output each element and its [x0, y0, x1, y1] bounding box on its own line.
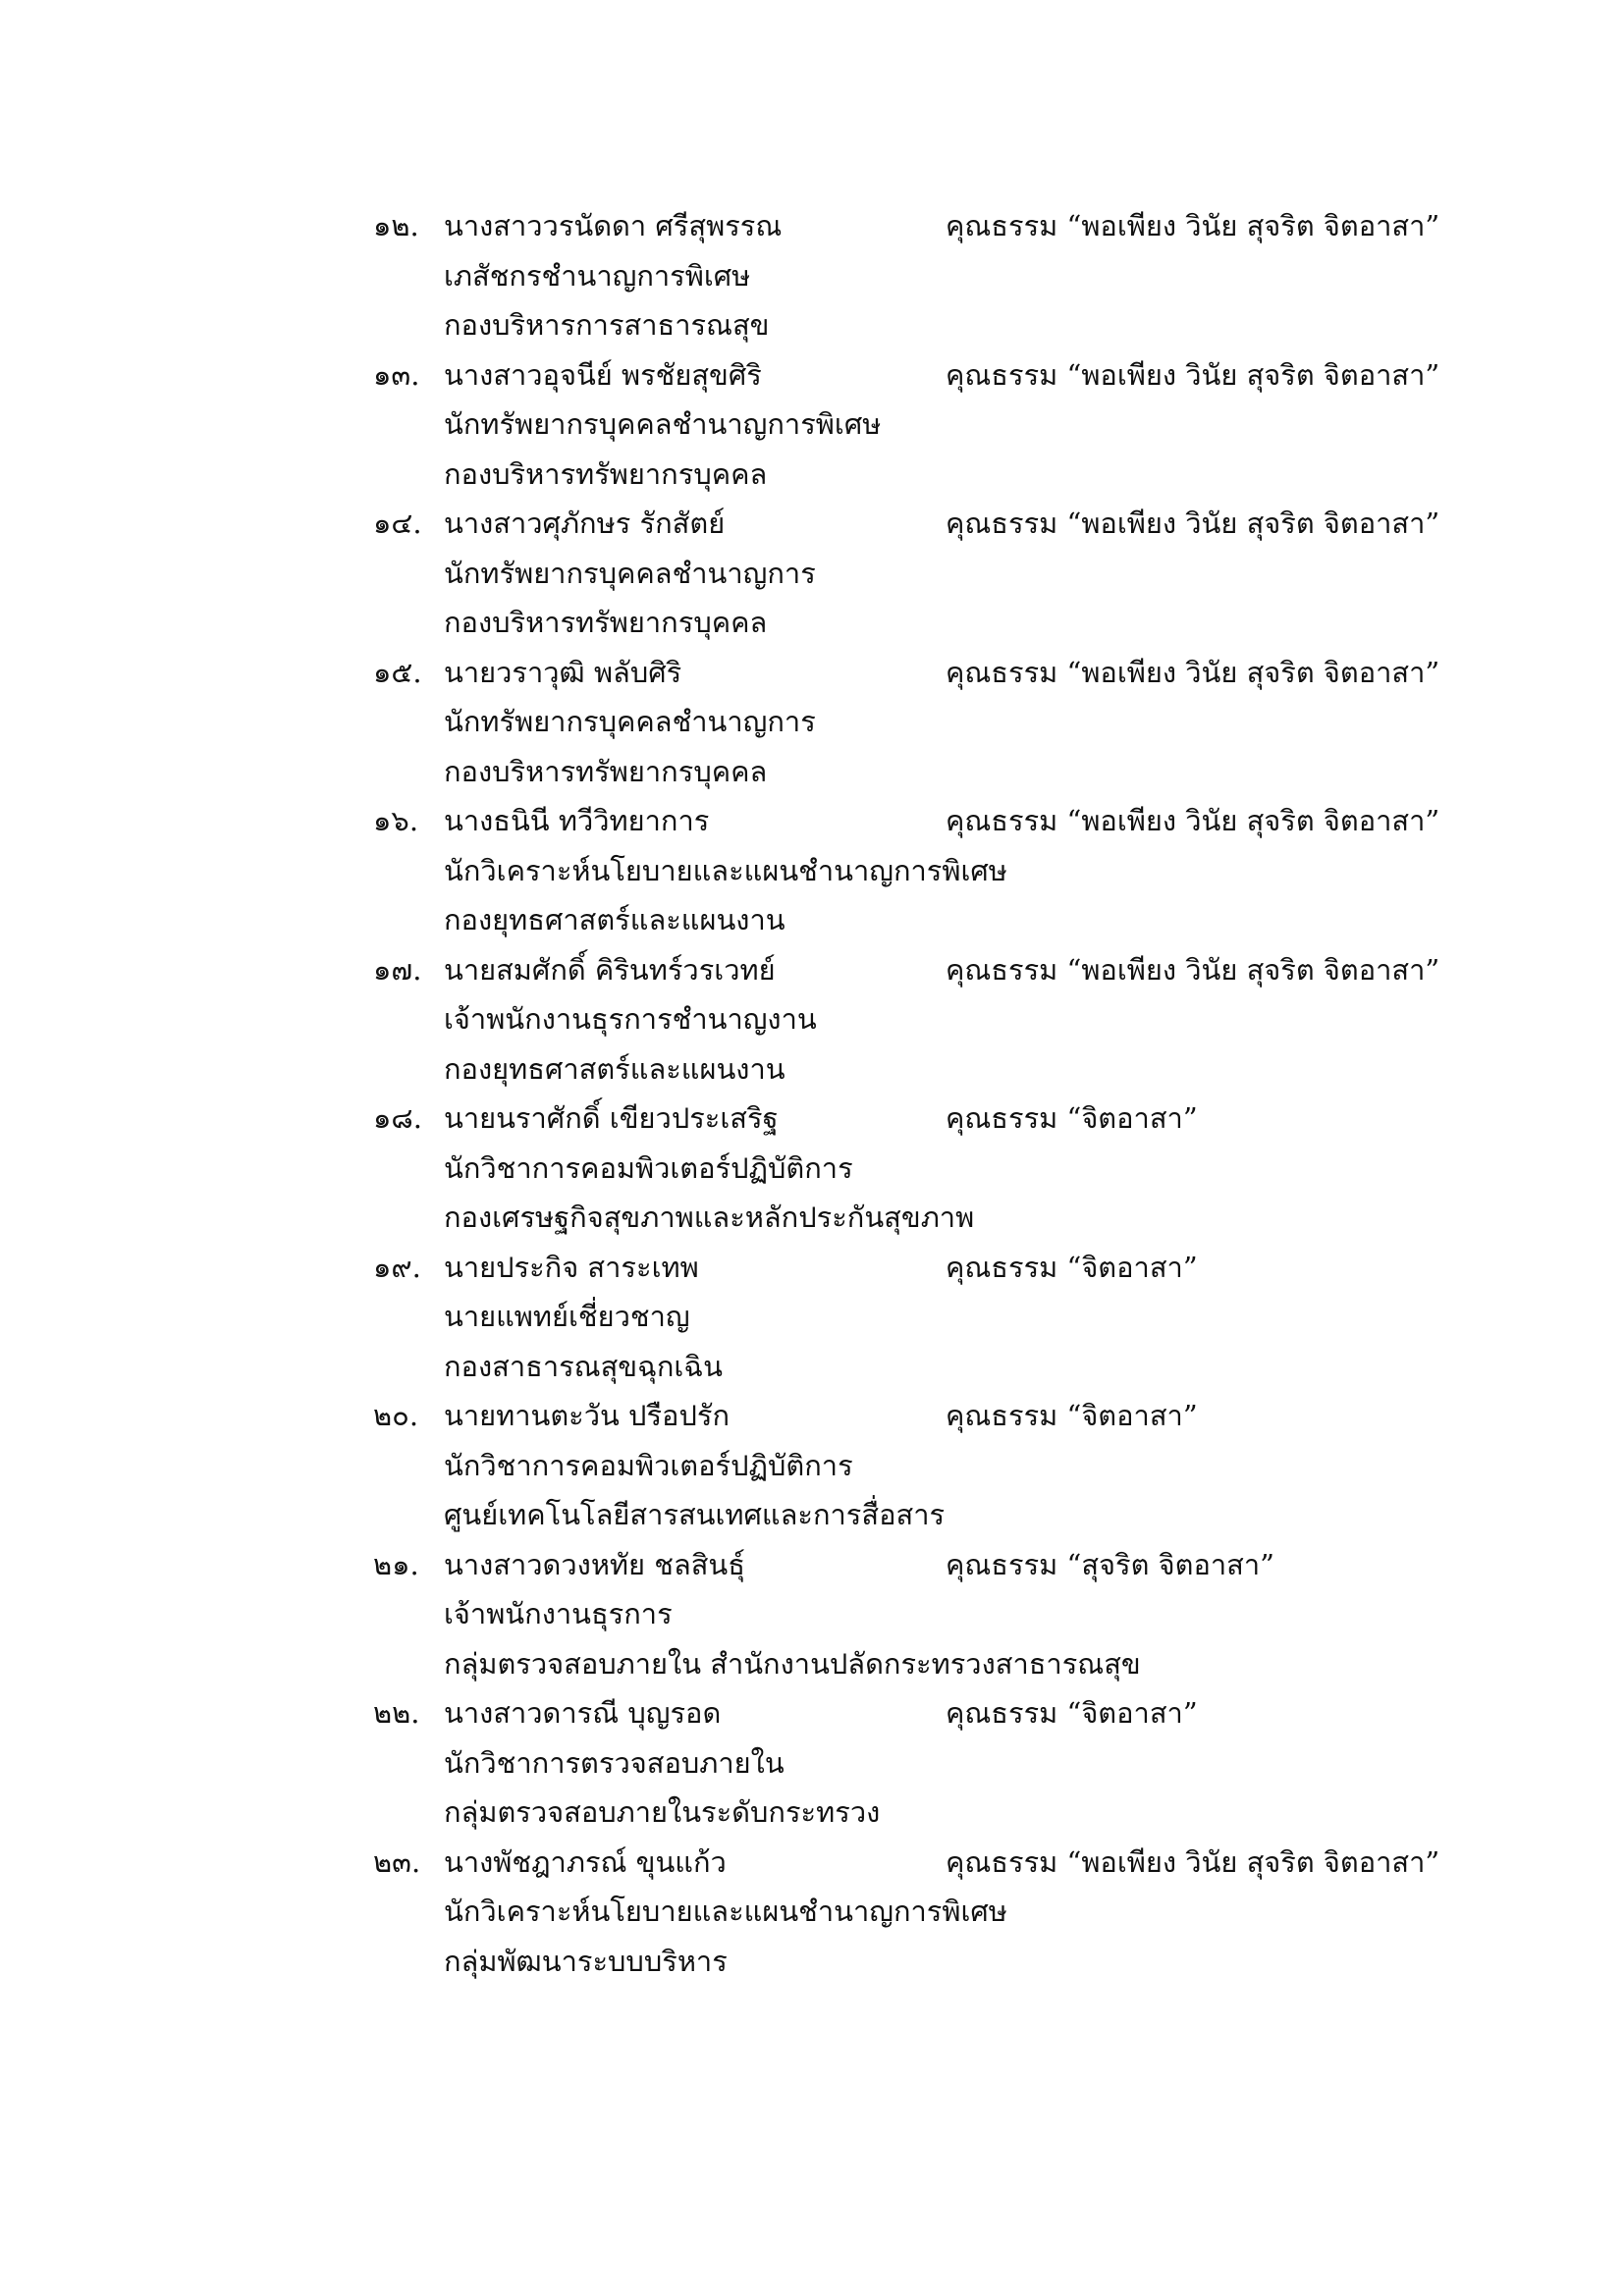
entry-virtue: คุณธรรม “พอเพียง วินัย สุจริต จิตอาสา” [946, 507, 1440, 540]
entry-position: นักวิชาการคอมพิวเตอร์ปฏิบัติการ [444, 1448, 853, 1482]
entry-header [373, 201, 1473, 251]
entry-name: นายทานตะวัน ปรือปรัก [444, 1399, 731, 1432]
entry-virtue: คุณธรรม “สุจริต จิตอาสา” [946, 1547, 1274, 1581]
entry-virtue: คุณธรรม “จิตอาสา” [946, 1250, 1198, 1284]
entry-header [373, 1391, 1473, 1441]
entry-department: กลุ่มตรวจสอบภายในระดับกระทรวง [444, 1795, 881, 1829]
entry-department: กองบริหารการสาธารณสุข [444, 308, 770, 342]
entry-header [373, 796, 1473, 846]
entry-virtue: คุณธรรม “จิตอาสา” [946, 1101, 1198, 1135]
entry-virtue: คุณธรรม “พอเพียง วินัย สุจริต จิตอาสา” [946, 655, 1440, 689]
entry-department: กองยุทธศาสตร์และแผนงาน [444, 1051, 785, 1086]
entry-name: นางสาวดารณี บุญรอด [444, 1696, 722, 1730]
entry-position: นักทรัพยากรบุคคลชำนาญการพิเศษ [444, 407, 882, 441]
entry-position: เภสัชกรชำนาญการพิเศษ [444, 258, 751, 293]
entry-header [373, 1688, 1473, 1738]
entry-position: เจ้าพนักงานธุรการชำนาญงาน [444, 1002, 817, 1036]
entry-department: กองสาธารณสุขฉุกเฉิน [444, 1349, 723, 1383]
entry-number: ๑๘. [373, 1101, 422, 1135]
entry-name: นายนราศักดิ์ เขียวประเสริฐ [444, 1101, 779, 1135]
entry-header [373, 350, 1473, 400]
list-item [373, 350, 1473, 500]
entry-number: ๒๐. [373, 1399, 419, 1432]
entry-department: กองบริหารทรัพยากรบุคคล [444, 606, 768, 639]
entry-virtue: คุณธรรม “จิตอาสา” [946, 1696, 1198, 1730]
list-item [373, 796, 1473, 945]
entry-number: ๑๗. [373, 952, 422, 987]
entry-position: นักทรัพยากรบุคคลชำนาญการ [444, 556, 816, 590]
entry-position: นักวิเคราะห์นโยบายและแผนชำนาญการพิเศษ [444, 1895, 1007, 1928]
entry-virtue: คุณธรรม “พอเพียง วินัย สุจริต จิตอาสา” [946, 209, 1440, 242]
entry-name: นางธนินี ทวีวิทยาการ [444, 804, 710, 837]
entry-virtue: คุณธรรม “พอเพียง วินัย สุจริต จิตอาสา” [946, 952, 1440, 987]
entry-position: นักวิชาการตรวจสอบภายใน [444, 1745, 785, 1780]
entry-number: ๑๖. [373, 804, 419, 837]
entry-department: กองบริหารทรัพยากรบุคคล [444, 754, 768, 788]
list-item [373, 1094, 1473, 1243]
entry-virtue: คุณธรรม “พอเพียง วินัย สุจริต จิตอาสา” [946, 357, 1440, 392]
list-item [373, 1688, 1473, 1838]
award-list [373, 201, 1473, 1986]
entry-position: นักทรัพยากรบุคคลชำนาญการ [444, 705, 816, 738]
entry-header [373, 1540, 1473, 1590]
entry-header [373, 1838, 1473, 1888]
entry-number: ๑๕. [373, 655, 422, 689]
entry-name: นางสาววรนัดดา ศรีสุพรรณ [444, 209, 783, 242]
entry-department: กลุ่มพัฒนาระบบบริหาร [444, 1944, 728, 1978]
entry-name: นางสาวอุจนีย์ พรชัยสุขศิริ [444, 357, 762, 392]
entry-department: กองเศรษฐกิจสุขภาพและหลักประกันสุขภาพ [444, 1201, 975, 1234]
entry-name: นายวราวุฒิ พลับศิริ [444, 655, 682, 689]
entry-number: ๑๙. [373, 1250, 421, 1284]
entry-name: นายประกิจ สาระเทพ [444, 1250, 699, 1284]
list-item [373, 201, 1473, 350]
entry-header [373, 945, 1473, 995]
list-item [373, 945, 1473, 1095]
entry-department: กองบริหารทรัพยากรบุคคล [444, 456, 768, 491]
entry-position: เจ้าพนักงานธุรการ [444, 1597, 673, 1630]
entry-name: นางพัชฎาภรณ์ ขุนแก้ว [444, 1844, 727, 1879]
entry-virtue: คุณธรรม “พอเพียง วินัย สุจริต จิตอาสา” [946, 1844, 1440, 1879]
list-item [373, 1391, 1473, 1540]
entry-name: นางสาวศุภักษร รักสัตย์ [444, 507, 726, 540]
entry-header [373, 499, 1473, 549]
list-item [373, 1838, 1473, 1987]
entry-virtue: คุณธรรม “จิตอาสา” [946, 1399, 1198, 1432]
entry-number: ๒๓. [373, 1844, 421, 1879]
entry-number: ๒๒. [373, 1696, 420, 1730]
entry-header [373, 1094, 1473, 1144]
entry-number: ๑๓. [373, 357, 420, 392]
entry-number: ๒๑. [373, 1547, 419, 1581]
entry-header [373, 1243, 1473, 1293]
entry-department: ศูนย์เทคโนโลยีสารสนเทศและการสื่อสาร [444, 1498, 946, 1531]
entry-position: นักวิชาการคอมพิวเตอร์ปฏิบัติการ [444, 1150, 853, 1185]
entry-department: กองยุทธศาสตร์และแผนงาน [444, 903, 785, 936]
list-item [373, 1540, 1473, 1689]
entry-position: นายแพทย์เชี่ยวชาญ [444, 1300, 690, 1333]
list-item [373, 1243, 1473, 1392]
entry-number: ๑๔. [373, 507, 422, 540]
entry-number: ๑๒. [373, 209, 419, 242]
entry-name: นางสาวดวงหทัย ชลสินธุ์ [444, 1547, 745, 1581]
list-item [373, 499, 1473, 648]
entry-name: นายสมศักดิ์ คิรินทร์วรเวทย์ [444, 952, 776, 987]
list-item [373, 648, 1473, 797]
entry-department: กลุ่มตรวจสอบภายใน สำนักงานปลัดกระทรวงสาธารณสุข [444, 1646, 1141, 1681]
entry-position: นักวิเคราะห์นโยบายและแผนชำนาญการพิเศษ [444, 853, 1007, 887]
entry-header [373, 648, 1473, 698]
entry-virtue: คุณธรรม “พอเพียง วินัย สุจริต จิตอาสา” [946, 804, 1440, 837]
